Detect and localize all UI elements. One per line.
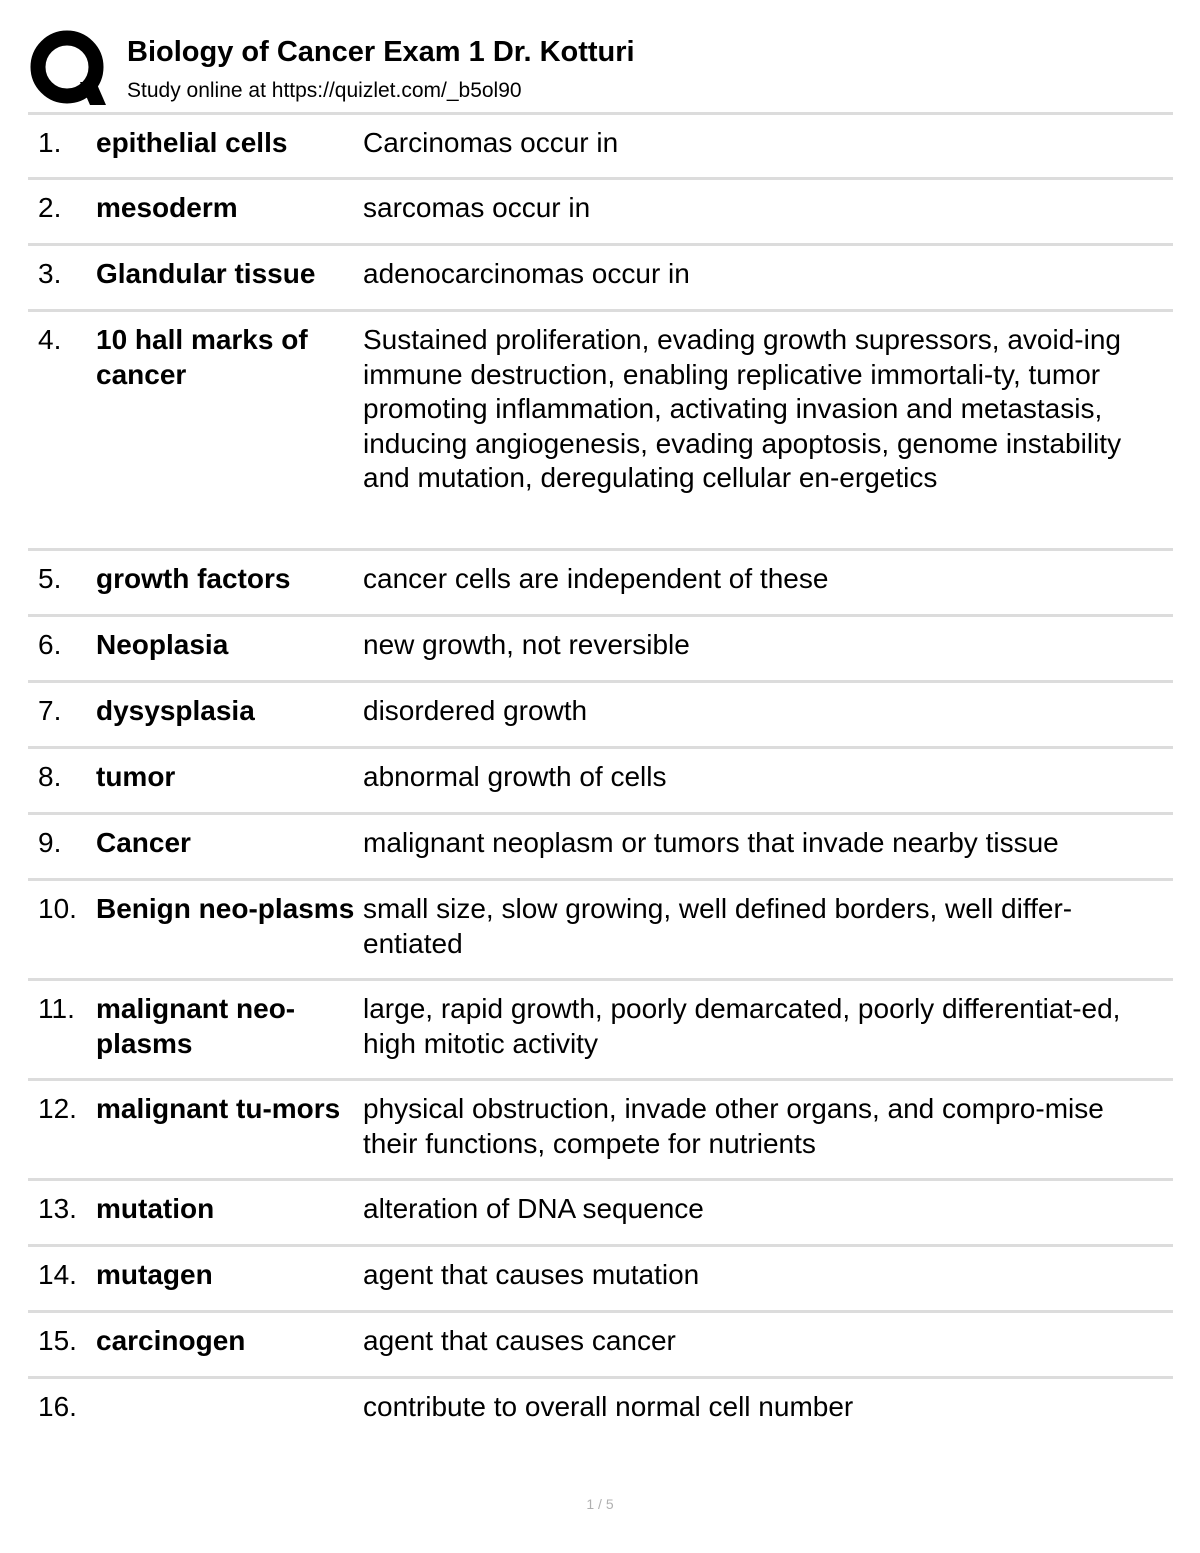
definition: physical obstruction, invade other organs, and compro-mise their functions, compete for nutrients <box>363 1093 1104 1159</box>
row-number: 4. <box>38 324 62 355</box>
term: mutagen <box>96 1259 213 1290</box>
table-row <box>28 683 1173 749</box>
table-row <box>28 617 1173 683</box>
term: carcinogen <box>96 1325 246 1356</box>
row-number: 13. <box>38 1193 77 1224</box>
term: tumor <box>96 761 176 792</box>
definition: small size, slow growing, well defined borders, well differ-entiated <box>363 893 1073 959</box>
page-header <box>30 30 1172 112</box>
definition: adenocarcinomas occur in <box>363 258 690 289</box>
row-number: 16. <box>38 1391 77 1422</box>
definition: agent that causes cancer <box>363 1325 676 1356</box>
definition: disordered growth <box>363 695 588 726</box>
term: mesoderm <box>96 192 238 223</box>
table-row <box>28 1379 1173 1445</box>
table-row <box>28 749 1173 815</box>
row-number: 12. <box>38 1093 77 1124</box>
table-row <box>28 312 1173 551</box>
definition: Carcinomas occur in <box>363 127 619 158</box>
row-number: 5. <box>38 563 62 594</box>
row-number: 3. <box>38 258 62 289</box>
row-number: 1. <box>38 127 62 158</box>
term: Neoplasia <box>96 629 229 660</box>
definition: contribute to overall normal cell number <box>363 1391 854 1422</box>
definition: cancer cells are independent of these <box>363 563 829 594</box>
table-row <box>28 881 1173 981</box>
study-online-link[interactable]: Study online at https://quizlet.com/_b5ol90 <box>127 79 522 102</box>
row-number: 14. <box>38 1259 77 1290</box>
term: growth factors <box>96 563 291 594</box>
definition: alteration of DNA sequence <box>363 1193 704 1224</box>
definition: large, rapid growth, poorly demarcated, poorly differentiat-ed, high mitotic activity <box>363 993 1121 1059</box>
row-number: 10. <box>38 893 77 924</box>
row-number: 15. <box>38 1325 77 1356</box>
row-number: 6. <box>38 629 62 660</box>
table-row <box>28 815 1173 881</box>
definition: Sustained proliferation, evading growth supressors, avoid-ing immune destruction, enabling replicative immortali-ty, tumor promoting inflammation, activating invasion and metastasis, inducing angiogenesis, evading apoptosis, genome instability and mutation, deregulating cellular en-ergetics <box>363 324 1122 493</box>
term: Cancer <box>96 827 191 858</box>
definition: abnormal growth of cells <box>363 761 667 792</box>
document-title: Biology of Cancer Exam 1 Dr. Kotturi <box>127 36 635 68</box>
definition: agent that causes mutation <box>363 1259 700 1290</box>
page-number: 1 / 5 <box>586 1496 614 1512</box>
row-number: 9. <box>38 827 62 858</box>
table-row <box>28 180 1173 246</box>
table-row <box>28 115 1173 180</box>
definition: sarcomas occur in <box>363 192 591 223</box>
term: Benign neo-plasms <box>96 893 355 924</box>
table-row <box>28 981 1173 1081</box>
table-row <box>28 551 1173 617</box>
term: dysysplasia <box>96 695 255 726</box>
row-number: 8. <box>38 761 62 792</box>
row-number: 2. <box>38 192 62 223</box>
term: epithelial cells <box>96 127 288 158</box>
table-row <box>28 1081 1173 1181</box>
table-row <box>28 1181 1173 1247</box>
table-row <box>28 246 1173 312</box>
flashcard-table <box>28 115 1173 1445</box>
row-number: 11. <box>38 993 75 1024</box>
table-row <box>28 1247 1173 1313</box>
term: Glandular tissue <box>96 258 316 289</box>
term: malignant tu-mors <box>96 1093 341 1124</box>
term: mutation <box>96 1193 215 1224</box>
term: malignant neo-plasms <box>96 993 296 1059</box>
term: 10 hall marks of cancer <box>96 324 308 390</box>
definition: new growth, not reversible <box>363 629 690 660</box>
quizlet-q-logo-icon <box>30 30 106 106</box>
table-row <box>28 1313 1173 1379</box>
row-number: 7. <box>38 695 62 726</box>
definition: malignant neoplasm or tumors that invade nearby tissue <box>363 827 1059 858</box>
